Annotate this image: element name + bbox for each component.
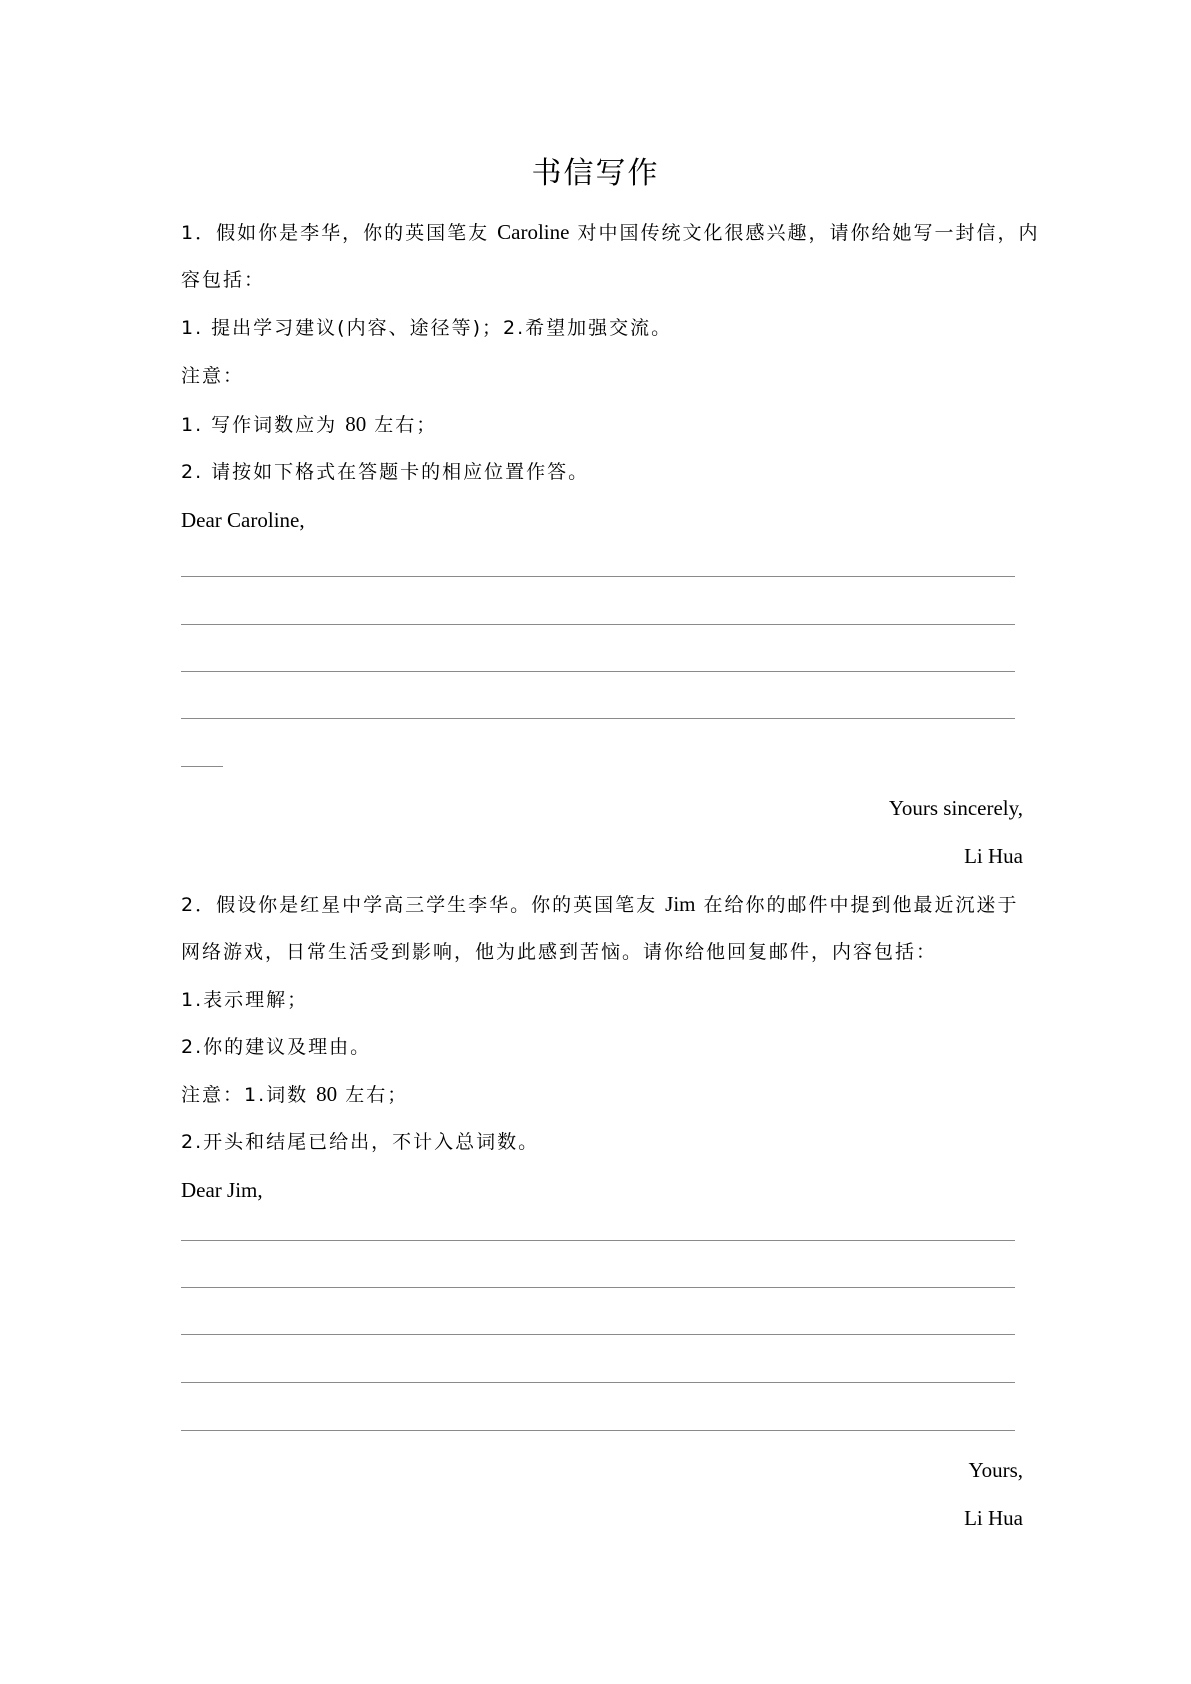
q2-prompt-line-1 [181, 890, 1019, 919]
q1-prompt-text: 1．假如你是李华，你的英国笔友 [181, 222, 498, 244]
q2-prompt-line-2: 网络游戏，日常生活受到影响，他为此感到苦恼。请你给他回复邮件，内容包括： [181, 941, 938, 963]
q1-answer-line[interactable] [181, 671, 1015, 672]
q2-penfriend-name: Jim [665, 892, 696, 916]
q2-note-2: 2.开头和结尾已给出，不计入总词数。 [181, 1131, 540, 1153]
q2-closing: Yours, [968, 1458, 1023, 1482]
q2-note-1 [181, 1080, 408, 1109]
q1-prompt-line-1 [181, 218, 1040, 247]
q1-answer-line[interactable] [181, 624, 1015, 625]
q1-answer-line[interactable] [181, 718, 1015, 719]
q1-note-1 [181, 410, 437, 439]
q2-word-count: 80 [316, 1082, 338, 1106]
q1-closing: Yours sincerely, [888, 796, 1023, 820]
q1-prompt-text-cont: 对中国传统文化很感兴趣，请你给她写一封信，内 [569, 222, 1040, 244]
q1-salutation: Dear Caroline, [181, 508, 305, 532]
q2-requirement-1: 1.表示理解； [181, 989, 309, 1011]
q2-answer-line[interactable] [181, 1287, 1015, 1288]
q1-answer-line-end[interactable] [181, 766, 223, 767]
q2-prompt-text-cont: 在给你的邮件中提到他最近沉迷于 [695, 894, 1019, 916]
q1-penfriend-name: Caroline [497, 220, 570, 244]
q1-word-count: 80 [345, 412, 367, 436]
q2-answer-line[interactable] [181, 1430, 1015, 1431]
q1-note-1-text-cont: 左右； [366, 414, 438, 436]
q2-signature: Li Hua [964, 1506, 1023, 1530]
q2-salutation: Dear Jim, [181, 1178, 263, 1202]
q1-note-1-text: 1. 写作词数应为 [181, 414, 346, 436]
q2-answer-line[interactable] [181, 1382, 1015, 1383]
page-title: 书信写作 [531, 156, 660, 191]
q2-answer-line[interactable] [181, 1334, 1015, 1335]
q2-note-1-text: 注意：1.词数 [181, 1084, 317, 1106]
q2-answer-line[interactable] [181, 1240, 1015, 1241]
q2-note-1-text-cont: 左右； [337, 1084, 409, 1106]
q1-prompt-line-2: 容包括： [181, 269, 266, 291]
q2-prompt-text: 2．假设你是红星中学高三学生李华。你的英国笔友 [181, 894, 666, 916]
q1-requirement: 1. 提出学习建议(内容、途径等)；2.希望加强交流。 [181, 317, 673, 339]
q1-notes-heading: 注意： [181, 365, 245, 387]
q1-signature: Li Hua [964, 844, 1023, 868]
q2-requirement-2: 2.你的建议及理由。 [181, 1036, 372, 1058]
q1-note-2: 2. 请按如下格式在答题卡的相应位置作答。 [181, 461, 590, 483]
q1-answer-line[interactable] [181, 576, 1015, 577]
